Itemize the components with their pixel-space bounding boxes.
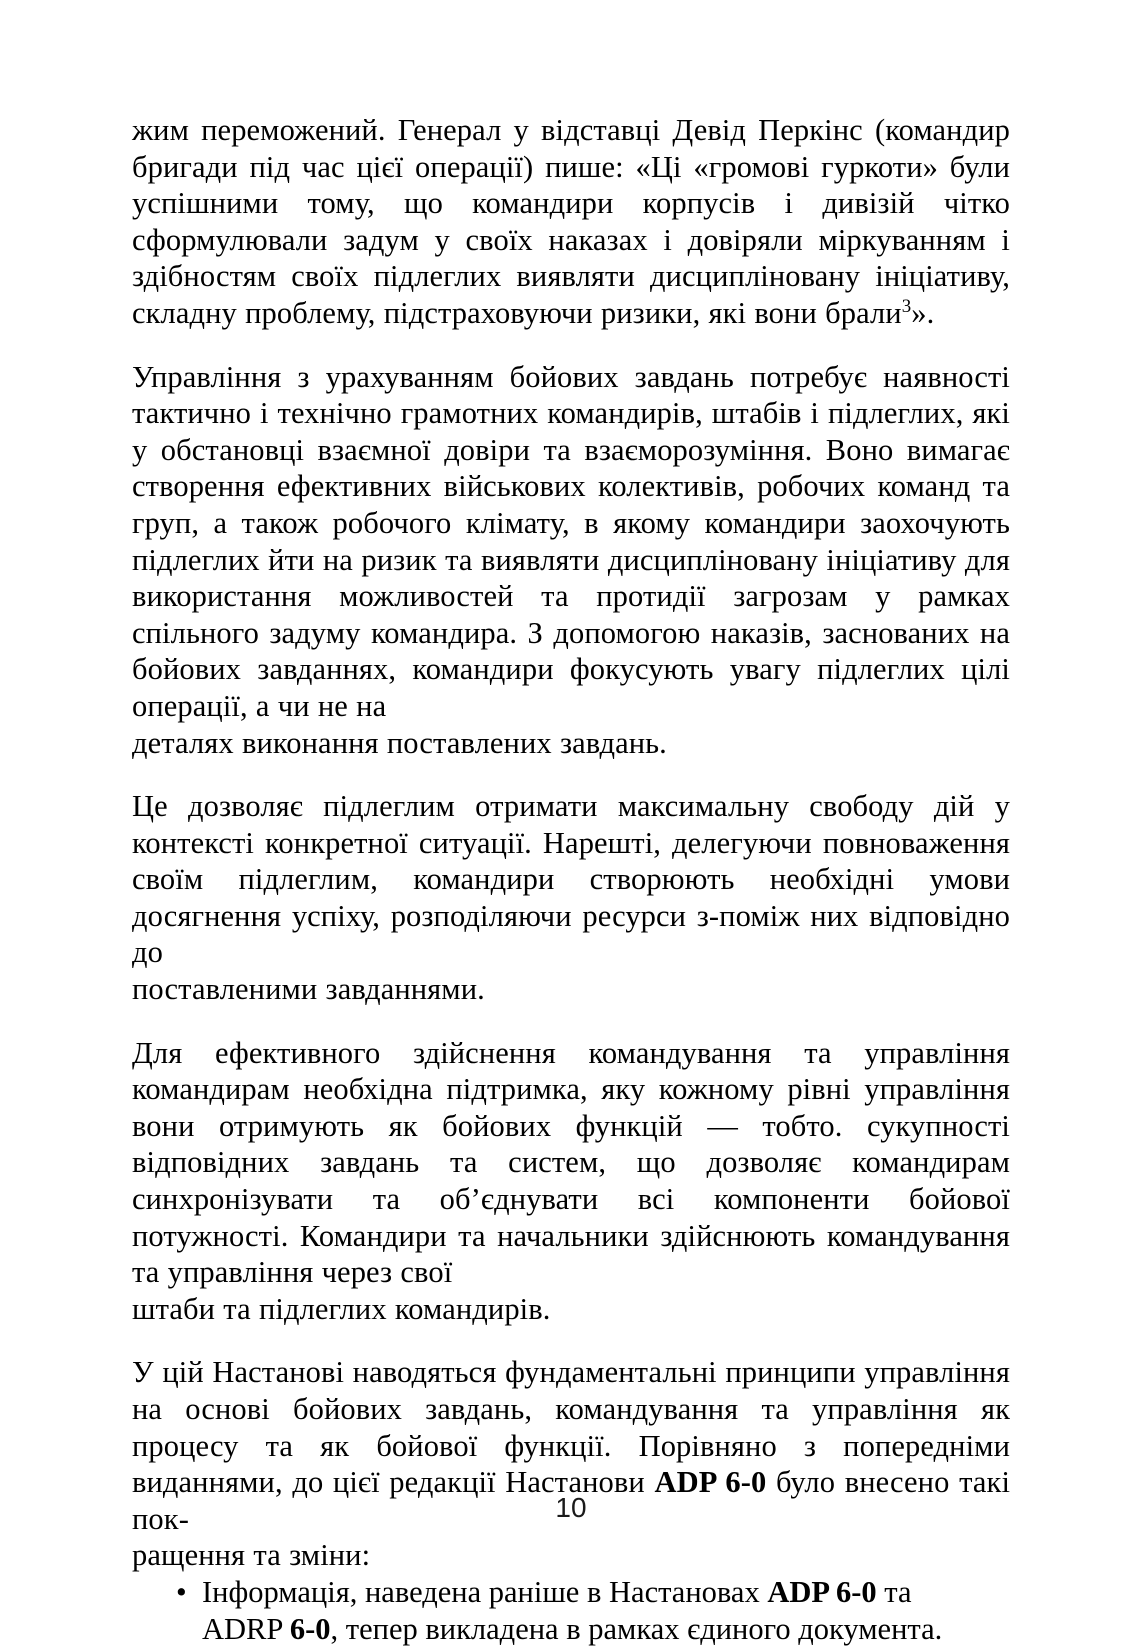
paragraph-4 [132, 1035, 1010, 1328]
paragraph-4-last-line: штаби та підлеглих командирів. [132, 1291, 551, 1326]
paragraph-1-text: жим переможений. Генерал у відставці Девід Перкінс (командир бригади під час цієї операції) пише: «Ці «громові гуркоти» були успішними тому, що командири корпусів і дивізій чітко сформулювали задум у своїх наказах і довіряли міркуванням і здібностям своїх підлеглих виявляти дисципліновану ініціативу, складну проблему, підстраховуючи ризики, які вони брали [132, 113, 1010, 330]
paragraph-5-last-line: ращення та зміни: [132, 1538, 371, 1573]
reference-adp-6-0: ADP 6-0 [654, 1465, 767, 1500]
list-item [132, 1574, 1010, 1647]
list-item-text-part-2: та [876, 1574, 912, 1609]
footnote-marker-3: 3 [901, 295, 912, 317]
paragraph-5-text-part-1: У цій Настанові наводяться фундаментальні принципи управління на основі бойових завдань, командування та управління як процесу та як бойової функції. Порівняно з попередніми виданнями, до цієї редакції Настанови [132, 1355, 1010, 1500]
list-item-last-line-part-1: ADRP [202, 1611, 290, 1646]
list-item-reference-adp-6-0: ADP 6-0 [767, 1574, 877, 1609]
text-column [132, 112, 1010, 1647]
paragraph-2-last-line: деталях виконання поставлених завдань. [132, 725, 667, 760]
paragraph-3-last-line: поставленими завданнями. [132, 972, 485, 1007]
list-item-last-line-part-2: , тепер викладена в рамках єдиного документа. [330, 1611, 943, 1646]
bullet-list [132, 1574, 1010, 1647]
page-number: 10 [555, 1492, 587, 1523]
paragraph-5-text-part-2: було внесено такі пок- [132, 1465, 1011, 1536]
bullet-dot-icon: • [176, 1574, 187, 1609]
paragraph-1 [132, 112, 1010, 332]
list-item-text-part-1: Інформація, наведена раніше в Настановах [202, 1574, 768, 1609]
paragraph-1-text-tail: ». [911, 295, 935, 330]
paragraph-2-text: Управління з урахуванням бойових завдань потребує наявності тактично і технічно грамотних командирів, штабів і підлеглих, які у обстановці взаємної довіри та взаєморозуміння. Воно вимагає створення ефективних військових колективів, робочих команд та груп, а також робочого клімату, в якому командири заохочують підлеглих йти на ризик та виявляти дисципліновану ініціативу для використання можливостей та протидії загрозам у рамках спільного задуму командира. З допомогою наказів, заснованих на бойових завданнях, командири фокусують увагу підлеглих цілі операції, а чи не на [132, 359, 1010, 723]
paragraph-2 [132, 359, 1010, 762]
list-item-reference-adrp-6-0: 6-0 [289, 1611, 331, 1646]
paragraph-5 [132, 1354, 1010, 1574]
list-item-last-line [202, 1611, 1010, 1647]
paragraph-3 [132, 788, 1010, 1008]
paragraph-4-text: Для ефективного здійснення командування та управління командирам необхідна підтримка, яку кожному рівні управління вони отримують як бойових функцій — тобто. сукупності відповідних завдань та систем, що дозволяє командирам синхронізувати та об’єднувати всі компоненти бойової потужності. Командири та начальники здійснюють командування та управління через свої [132, 1035, 1010, 1290]
paragraph-3-text: Це дозволяє підлеглим отримати максимальну свободу дій у контексті конкретної ситуації. Нарешті, делегуючи повноваження своїм підлеглим, командири створюють необхідні умови досягнення успіху, розподіляючи ресурси з-поміж них відповідно до [132, 789, 1010, 970]
